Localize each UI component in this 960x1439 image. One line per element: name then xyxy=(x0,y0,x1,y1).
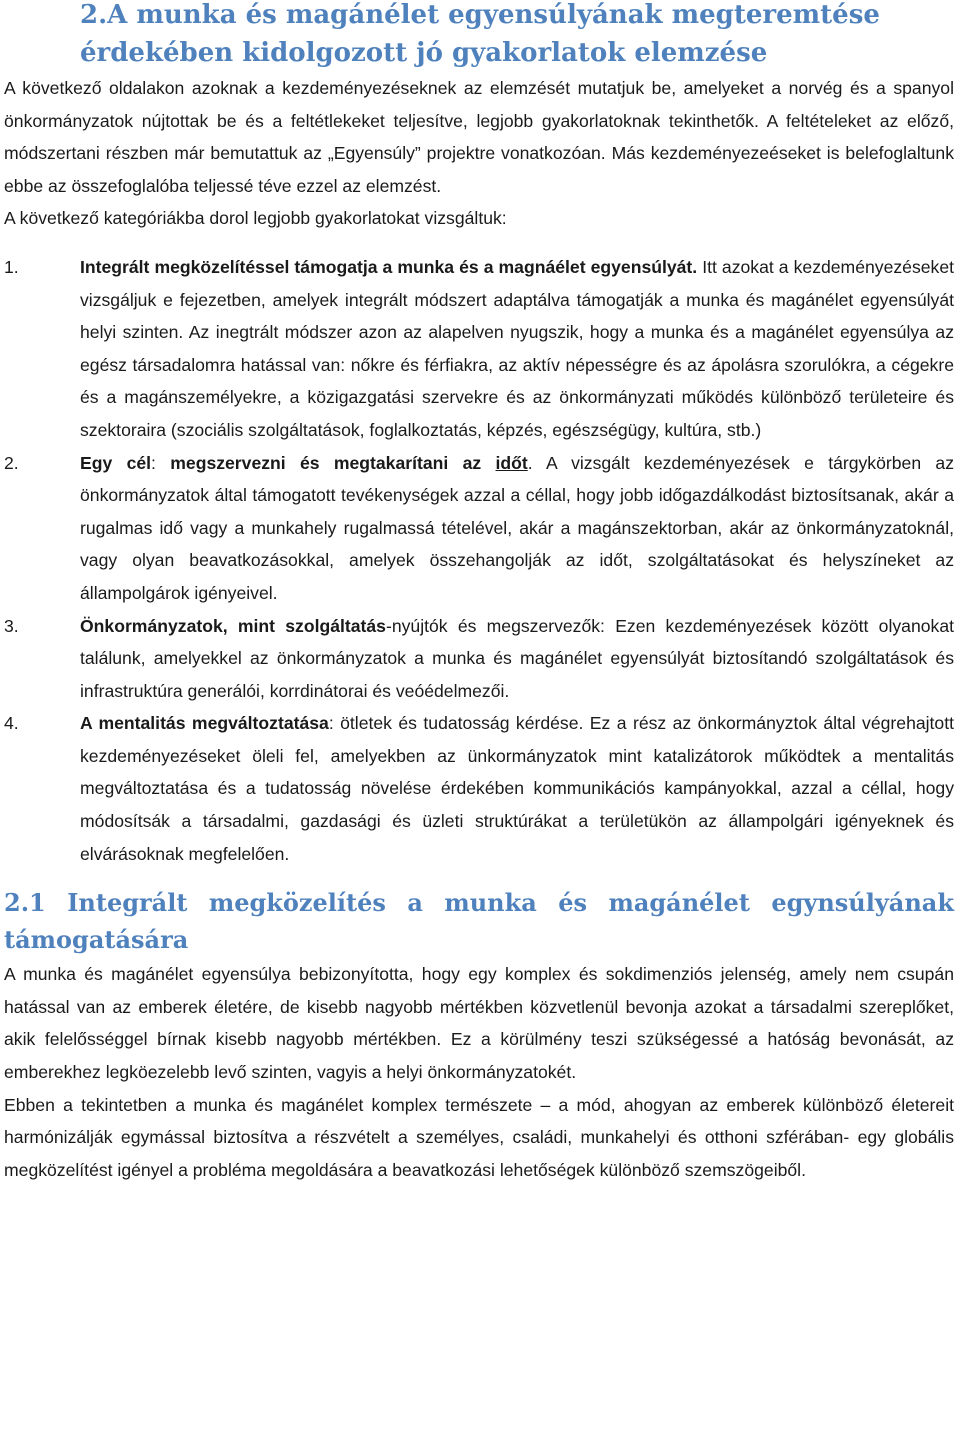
category-title: Önkormányzatok, mint szolgáltatás xyxy=(80,615,386,636)
list-number: 2. xyxy=(4,452,19,473)
category-text: : ötletek és tudatosság kérdése. Ez a rész az önkormányztok által végrehajtott kezdeményezéseket öleli fel, amelyekben az ünkormányzatok mint katalizátorok működtek a mentalitás megváltoztatása és a tudatosság növelése érdekében kommunikációs kampányokkal, azzal a céllal, hogy módosítsák a társadalmi, gazdasági és üzleti struktúrákat a területükön az állampolgári igényeknek és elvárásoknak megfelelően. xyxy=(80,713,954,864)
subsection-heading-word: Integrált xyxy=(67,888,188,918)
subsection-heading xyxy=(4,884,954,958)
category-text: -nyújtók és megszervezők: Ezen kezdeményezések között olyanokat találunk, amelyekkel az önkormányzatok a munka és magánélet egyensúlyát biztosítandó szolgáltatások és infrastruktúra generálói, korrdinátorai és veóédelmezői. xyxy=(80,615,954,701)
category-title: Integrált megközelítéssel támogatja a munka és a magnáélet egyensúlyát. xyxy=(80,256,698,277)
subsection-heading-word: és xyxy=(558,888,588,918)
list-item xyxy=(4,447,954,610)
subsection-heading-word: megközelítés xyxy=(208,888,386,918)
subsection-heading-word: a xyxy=(407,888,423,918)
category-text: Itt azokat a kezdeményezéseket vizsgáljuk e fejezetben, amelyek integrált módszert adaptálva támogatják a munka és magánélet egyensúlyát helyi szinten. Az inegtrált módszer azon az alapelven nyugszik, hogy a munka és a magánélet egyensúlya az egész társadalomra hatással van: nőkre és férfiakra, az aktív népességre és az ápolásra szorulókra, a cégekre és a magánszemélyekre, a közigazgatási szervekre és az önkormányzati működés különböző területeire és szektoraira (szociális szolgáltatások, foglalkoztatás, képzés, egészségügy, kultúra, stb.) xyxy=(80,256,954,440)
category-title-underlined: időt xyxy=(495,452,528,473)
subsection-heading-word: munka xyxy=(444,888,537,918)
subsection-heading-word: 2.1 xyxy=(4,888,46,918)
list-number: 1. xyxy=(4,256,19,277)
category-title: Egy cél xyxy=(80,452,152,473)
section-heading xyxy=(4,0,954,72)
subsection-heading-word: magánélet xyxy=(608,888,750,918)
subsection-heading-line-2: támogatására xyxy=(4,925,189,955)
intro-paragraph: A következő oldalakon azoknak a kezdeményezéseknek az elemzését mutatjuk be, amelyeket a norvég és a spanyol önkormányzatok nújtottak be és a feltétlekeket teljesítve, legjobb gyakorlatoknak tekinthetők. A feltételeket az előző, módszertani részben már bemutattuk az „Egyensúly” projektre vonatkozóan. Más kezdeményezeéseket is belefoglaltunk ebbe az összefoglalóba teljessé téve ezzel az elemzést. xyxy=(4,78,954,196)
category-title-cont: megszervezni és megtakarítani az xyxy=(170,452,496,473)
section-heading-line-1: 2.A munka és magánélet egyensúlyának megteremtése xyxy=(80,0,880,30)
list-number: 3. xyxy=(4,615,19,636)
category-colon: : xyxy=(151,452,171,473)
body-paragraph: Ebben a tekintetben a munka és magánélet komplex természete – a mód, ahogyan az emberek különböző életereit harmónizálják egymással biztosítva a részvételt a személyes, családi, munkahelyi és otthoni szférában- egy globális megközelítést igényel a probléma megoldására a beavatkozási lehetőségek különböző szemszögeiből. xyxy=(4,1094,954,1180)
list-item xyxy=(4,707,954,870)
subsection-heading-word: egynsúlyának xyxy=(771,888,954,918)
list-item xyxy=(4,251,954,447)
category-list xyxy=(4,251,954,870)
list-number: 4. xyxy=(4,713,19,734)
subsection-heading-line-1 xyxy=(4,884,954,921)
category-text: . A vizsgált kezdeményezések e tárgykörben az önkormányzatok által támogatott tevékenységek azzal a céllal, hogy jobb időgazdálkodást biztosítsanak, akár a rugalmas idő vagy a munkahely rugalmassá tételével, akár a magánszektorban, akár az önkormányzatoknál, vagy olyan beavatkozásokkal, amelyek összehangolják az időt, szolgáltatásokat és helyszíneket az állampolgárok igényeivel. xyxy=(80,452,955,603)
section-heading-line-2: érdekében kidolgozott jó gyakorlatok elemzése xyxy=(80,38,768,68)
list-item xyxy=(4,610,954,708)
category-title: A mentalitás megváltoztatása xyxy=(80,713,329,734)
categories-intro: A következő kategóriákba dorol legjobb gyakorlatokat vizsgáltuk: xyxy=(4,208,507,229)
body-paragraph: A munka és magánélet egyensúlya bebizonyította, hogy egy komplex és sokdimenziós jelenség, amely nem csupán hatással van az emberek életére, de kisebb nagyobb mértékben közvetlenül bevonja azokat a társadalmi szereplőket, akik felelősséggel bírnak kisebb nagyobb mértékben. Ez a körülmény teszi szükségessé a hatóság bevonását, az emberekhez legköezelebb levő szinten, vagyis a helyi önkormányzatokét. xyxy=(4,964,954,1083)
